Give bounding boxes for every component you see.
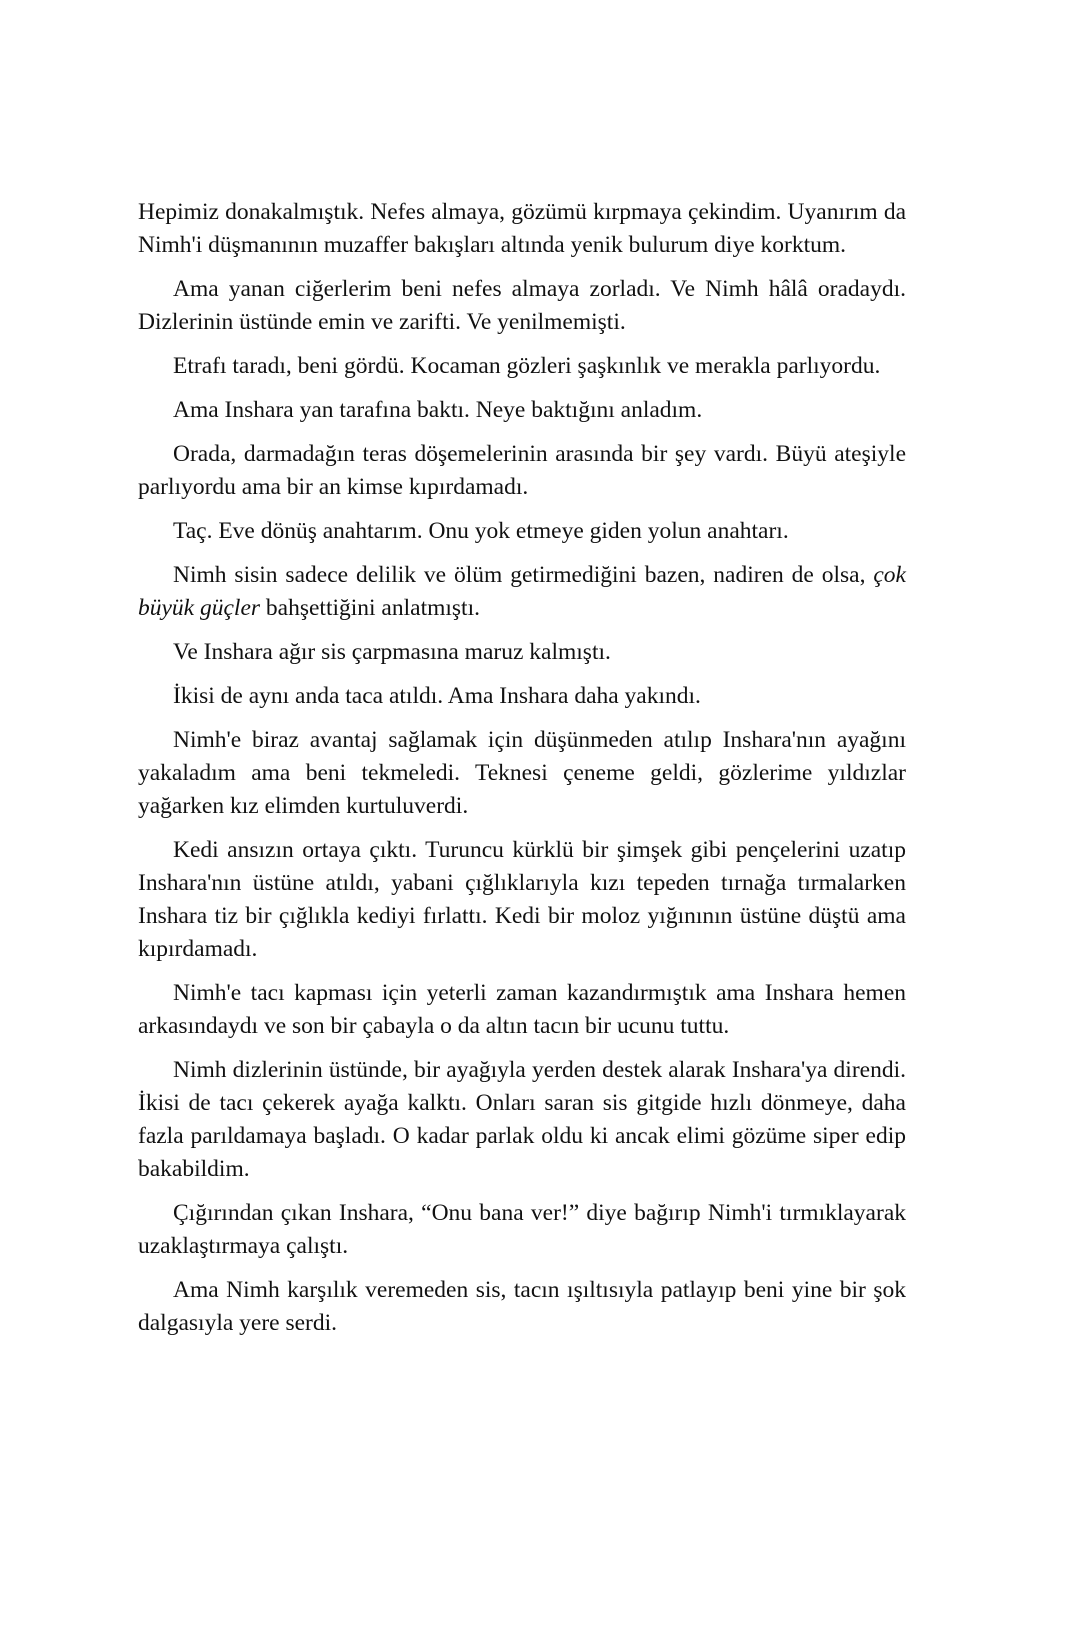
paragraph: Orada, darmadağın teras döşemelerinin arasında bir şey vardı. Büyü ateşiyle parlıyordu ama bir an kimse kıpırdamadı. [138, 441, 906, 500]
text-span: Nimh sisin sadece delilik ve ölüm getirmediğini bazen, nadiren de olsa, [173, 562, 874, 588]
paragraph: Nimh'e biraz avantaj sağlamak için düşünmeden atılıp Inshara'nın ayağını yakaladım ama beni tekmeledi. Teknesi çeneme geldi, gözlerime yıldızlar yağarken kız elimden kurtuluverdi. [138, 727, 906, 819]
paragraph: Ama Nimh karşılık veremeden sis, tacın ışıltısıyla patlayıp beni yine bir şok dalgasıyla yere serdi. [138, 1277, 906, 1336]
paragraph: Ama yanan ciğerlerim beni nefes almaya zorladı. Ve Nimh hâlâ oradaydı. Dizlerinin üstünde emin ve zarifti. Ve yenilmemişti. [138, 276, 906, 335]
paragraph: Ama Inshara yan tarafına baktı. Neye baktığını anladım. [173, 397, 703, 423]
paragraph: Taç. Eve dönüş anahtarım. Onu yok etmeye giden yolun anahtarı. [173, 518, 789, 544]
paragraph [138, 559, 906, 625]
paragraph: Ve Inshara ağır sis çarpmasına maruz kalmıştı. [173, 639, 611, 665]
book-page-text [138, 196, 906, 1351]
italic-text: çok büyük güçler [138, 562, 906, 621]
paragraph: Kedi ansızın ortaya çıktı. Turuncu kürklü bir şimşek gibi pençelerini uzatıp Inshara'nın üstüne atıldı, yabani çığlıklarıyla kızı tepeden tırnağa tırmalarken Inshara tiz bir çığlıkla kediyi fırlattı. Kedi bir moloz yığınının üstüne düştü ama kıpırdamadı. [138, 837, 906, 962]
paragraph: Çığırından çıkan Inshara, “Onu bana ver!” diye bağırıp Nimh'i tırmıklayarak uzaklaştırmaya çalıştı. [138, 1200, 906, 1259]
text-span: bahşettiğini anlatmıştı. [260, 595, 480, 621]
paragraph: İkisi de aynı anda taca atıldı. Ama Inshara daha yakındı. [173, 683, 701, 709]
paragraph: Nimh'e tacı kapması için yeterli zaman kazandırmıştık ama Inshara hemen arkasındaydı ve son bir çabayla o da altın tacın bir ucunu tuttu. [138, 980, 906, 1039]
paragraph: Hepimiz donakalmıştık. Nefes almaya, gözümü kırpmaya çekindim. Uyanırım da Nimh'i düşmanının muzaffer bakışları altında yenik bulurum diye korktum. [138, 199, 906, 258]
paragraph: Nimh dizlerinin üstünde, bir ayağıyla yerden destek alarak Inshara'ya direndi. İkisi de tacı çekerek ayağa kalktı. Onları saran sis gitgide hızlı dönmeye, daha fazla parıldamaya başladı. O kadar parlak oldu ki ancak elimi gözüme siper edip bakabildim. [138, 1057, 906, 1182]
paragraph: Etrafı taradı, beni gördü. Kocaman gözleri şaşkınlık ve merakla parlıyordu. [173, 353, 881, 379]
